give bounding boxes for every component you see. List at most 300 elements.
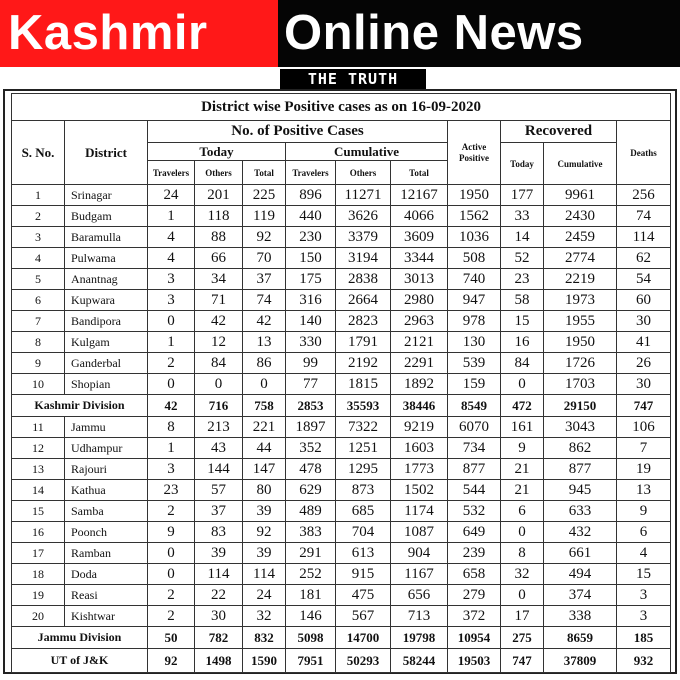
table-row <box>12 606 671 627</box>
cell-cum-others: 1251 <box>336 438 391 459</box>
cell-cum-total: 904 <box>391 543 448 564</box>
cell-district: Srinagar <box>65 185 148 206</box>
cell-deaths: 13 <box>617 480 671 501</box>
cell-rec-today: 177 <box>501 185 544 206</box>
cell-today-total: 832 <box>243 627 286 649</box>
cell-district: Doda <box>65 564 148 585</box>
cell-rec-cumulative: 9961 <box>544 185 617 206</box>
cell-sno: 4 <box>12 248 65 269</box>
cell-sno: 2 <box>12 206 65 227</box>
cell-cum-travelers: 330 <box>286 332 336 353</box>
cell-rec-cumulative: 661 <box>544 543 617 564</box>
jammu-districts <box>12 417 671 627</box>
cell-deaths: 7 <box>617 438 671 459</box>
cell-deaths: 15 <box>617 564 671 585</box>
header-deaths: Deaths <box>617 121 671 185</box>
cell-active: 239 <box>448 543 501 564</box>
cell-sno: 1 <box>12 185 65 206</box>
cell-district: Kathua <box>65 480 148 501</box>
cell-today-total: 92 <box>243 227 286 248</box>
cell-today-travelers: 23 <box>148 480 195 501</box>
cell-today-others: 22 <box>195 585 243 606</box>
cell-today-travelers: 2 <box>148 585 195 606</box>
cell-cum-travelers: 291 <box>286 543 336 564</box>
cell-today-others: 716 <box>195 395 243 417</box>
cell-cum-total: 9219 <box>391 417 448 438</box>
cell-rec-today: 21 <box>501 480 544 501</box>
cell-sno: 11 <box>12 417 65 438</box>
cell-deaths: 60 <box>617 290 671 311</box>
cell-cum-others: 11271 <box>336 185 391 206</box>
cell-cum-others: 873 <box>336 480 391 501</box>
cell-active: 539 <box>448 353 501 374</box>
cell-cum-total: 1174 <box>391 501 448 522</box>
cell-rec-today: 15 <box>501 311 544 332</box>
cell-today-total: 0 <box>243 374 286 395</box>
cell-cum-total: 1603 <box>391 438 448 459</box>
cell-active: 947 <box>448 290 501 311</box>
cell-sno: 19 <box>12 585 65 606</box>
table-row <box>12 353 671 374</box>
cell-today-travelers: 24 <box>148 185 195 206</box>
cell-today-others: 34 <box>195 269 243 290</box>
cell-rec-today: 275 <box>501 627 544 649</box>
cell-district: Bandipora <box>65 311 148 332</box>
cell-deaths: 3 <box>617 606 671 627</box>
cell-today-travelers: 1 <box>148 438 195 459</box>
cell-district: Poonch <box>65 522 148 543</box>
cell-rec-cumulative: 2219 <box>544 269 617 290</box>
cell-rec-today: 9 <box>501 438 544 459</box>
cell-today-travelers: 0 <box>148 564 195 585</box>
cell-cum-travelers: 252 <box>286 564 336 585</box>
tagline: THE TRUTH <box>307 70 399 88</box>
cell-district: Baramulla <box>65 227 148 248</box>
cell-sno: 15 <box>12 501 65 522</box>
cell-active: 544 <box>448 480 501 501</box>
cell-sno: 9 <box>12 353 65 374</box>
cell-deaths: 106 <box>617 417 671 438</box>
cell-active: 10954 <box>448 627 501 649</box>
cell-cum-total: 1502 <box>391 480 448 501</box>
cell-cum-travelers: 383 <box>286 522 336 543</box>
cell-sno: 20 <box>12 606 65 627</box>
cell-district: Ramban <box>65 543 148 564</box>
cell-cum-travelers: 489 <box>286 501 336 522</box>
header-cumulative-others: Others <box>336 161 391 185</box>
cell-label: Jammu Division <box>12 627 148 649</box>
cell-district: Pulwama <box>65 248 148 269</box>
cell-cum-total: 12167 <box>391 185 448 206</box>
cell-sno: 16 <box>12 522 65 543</box>
cell-district: Kulgam <box>65 332 148 353</box>
cell-rec-cumulative: 1955 <box>544 311 617 332</box>
cell-today-total: 42 <box>243 311 286 332</box>
cell-cum-travelers: 77 <box>286 374 336 395</box>
cell-today-travelers: 2 <box>148 353 195 374</box>
cell-today-travelers: 4 <box>148 248 195 269</box>
cell-cum-others: 475 <box>336 585 391 606</box>
cell-active: 8549 <box>448 395 501 417</box>
cell-deaths: 114 <box>617 227 671 248</box>
cell-district: Budgam <box>65 206 148 227</box>
table-row <box>12 564 671 585</box>
header-today-others: Others <box>195 161 243 185</box>
cell-today-others: 201 <box>195 185 243 206</box>
table-row <box>12 227 671 248</box>
cell-deaths: 26 <box>617 353 671 374</box>
cell-active: 1562 <box>448 206 501 227</box>
cell-district: Anantnag <box>65 269 148 290</box>
cell-cum-travelers: 7951 <box>286 649 336 673</box>
cell-today-total: 32 <box>243 606 286 627</box>
cell-today-total: 13 <box>243 332 286 353</box>
cell-rec-cumulative: 633 <box>544 501 617 522</box>
cell-deaths: 62 <box>617 248 671 269</box>
header-active-positive: Active Positive <box>448 121 501 185</box>
cell-cum-travelers: 150 <box>286 248 336 269</box>
site-name-kashmir: Kashmir <box>0 0 278 67</box>
header-recovered: Recovered <box>501 121 617 143</box>
cell-rec-cumulative: 1703 <box>544 374 617 395</box>
header-today-total: Total <box>243 161 286 185</box>
ut-total-row <box>12 649 671 673</box>
cell-deaths: 19 <box>617 459 671 480</box>
cell-deaths: 30 <box>617 311 671 332</box>
cell-cum-travelers: 1897 <box>286 417 336 438</box>
cell-today-total: 221 <box>243 417 286 438</box>
cell-rec-today: 14 <box>501 227 544 248</box>
cell-cum-travelers: 352 <box>286 438 336 459</box>
cell-today-others: 43 <box>195 438 243 459</box>
site-banner <box>0 0 680 67</box>
cell-district: Kishtwar <box>65 606 148 627</box>
cell-sno: 3 <box>12 227 65 248</box>
cell-today-total: 119 <box>243 206 286 227</box>
cell-cum-total: 3344 <box>391 248 448 269</box>
cell-cum-total: 1087 <box>391 522 448 543</box>
cell-today-others: 66 <box>195 248 243 269</box>
cell-deaths: 41 <box>617 332 671 353</box>
cell-active: 1036 <box>448 227 501 248</box>
cell-cum-others: 50293 <box>336 649 391 673</box>
table-row <box>12 417 671 438</box>
cell-active: 279 <box>448 585 501 606</box>
cell-active: 877 <box>448 459 501 480</box>
cell-deaths: 932 <box>617 649 671 673</box>
cell-today-travelers: 2 <box>148 606 195 627</box>
cell-district: Samba <box>65 501 148 522</box>
cell-cum-total: 2980 <box>391 290 448 311</box>
cell-cum-others: 3194 <box>336 248 391 269</box>
cell-rec-cumulative: 1973 <box>544 290 617 311</box>
cell-sno: 10 <box>12 374 65 395</box>
cell-rec-cumulative: 945 <box>544 480 617 501</box>
table-row <box>12 290 671 311</box>
cell-sno: 8 <box>12 332 65 353</box>
cell-active: 159 <box>448 374 501 395</box>
cell-rec-today: 16 <box>501 332 544 353</box>
cell-today-total: 114 <box>243 564 286 585</box>
cell-today-others: 71 <box>195 290 243 311</box>
cell-today-travelers: 8 <box>148 417 195 438</box>
cell-deaths: 74 <box>617 206 671 227</box>
cell-rec-today: 6 <box>501 501 544 522</box>
cell-today-others: 118 <box>195 206 243 227</box>
cell-rec-cumulative: 432 <box>544 522 617 543</box>
cell-deaths: 6 <box>617 522 671 543</box>
cell-active: 734 <box>448 438 501 459</box>
cell-cum-others: 3379 <box>336 227 391 248</box>
cell-rec-cumulative: 494 <box>544 564 617 585</box>
table-row <box>12 248 671 269</box>
cell-deaths: 54 <box>617 269 671 290</box>
table-row <box>12 374 671 395</box>
cell-today-travelers: 1 <box>148 206 195 227</box>
cell-today-others: 39 <box>195 543 243 564</box>
cell-today-others: 84 <box>195 353 243 374</box>
cell-cum-travelers: 478 <box>286 459 336 480</box>
cell-today-travelers: 1 <box>148 332 195 353</box>
cell-active: 19503 <box>448 649 501 673</box>
cell-today-others: 213 <box>195 417 243 438</box>
cell-today-others: 30 <box>195 606 243 627</box>
cell-sno: 17 <box>12 543 65 564</box>
cell-today-others: 83 <box>195 522 243 543</box>
cell-rec-cumulative: 2774 <box>544 248 617 269</box>
site-name-online-news: Online News <box>278 0 680 67</box>
cell-today-travelers: 92 <box>148 649 195 673</box>
cell-cum-total: 2963 <box>391 311 448 332</box>
cell-today-others: 37 <box>195 501 243 522</box>
table-row <box>12 585 671 606</box>
table-row <box>12 522 671 543</box>
cell-district: Shopian <box>65 374 148 395</box>
cell-rec-today: 84 <box>501 353 544 374</box>
cell-today-others: 1498 <box>195 649 243 673</box>
cell-sno: 7 <box>12 311 65 332</box>
cell-today-total: 147 <box>243 459 286 480</box>
cell-cum-others: 14700 <box>336 627 391 649</box>
header-recovered-cumulative: Cumulative <box>544 143 617 185</box>
header-sno: S. No. <box>12 121 65 185</box>
cell-sno: 13 <box>12 459 65 480</box>
cell-today-others: 12 <box>195 332 243 353</box>
header-district: District <box>65 121 148 185</box>
cell-today-total: 39 <box>243 501 286 522</box>
cell-cum-total: 1773 <box>391 459 448 480</box>
cell-rec-today: 21 <box>501 459 544 480</box>
cell-rec-today: 32 <box>501 564 544 585</box>
cell-rec-cumulative: 29150 <box>544 395 617 417</box>
cell-rec-cumulative: 8659 <box>544 627 617 649</box>
district-cases-table <box>11 93 671 673</box>
cell-today-travelers: 3 <box>148 269 195 290</box>
header-cumulative: Cumulative <box>286 143 448 161</box>
cell-cum-total: 58244 <box>391 649 448 673</box>
cell-today-travelers: 3 <box>148 459 195 480</box>
cell-cum-travelers: 629 <box>286 480 336 501</box>
kashmir-division-row <box>12 395 671 417</box>
jammu-division-row <box>12 627 671 649</box>
cell-cum-others: 2838 <box>336 269 391 290</box>
cell-rec-today: 0 <box>501 374 544 395</box>
cell-today-travelers: 0 <box>148 311 195 332</box>
cell-today-total: 80 <box>243 480 286 501</box>
cell-cum-travelers: 896 <box>286 185 336 206</box>
cell-cum-others: 2823 <box>336 311 391 332</box>
cell-district: Kupwara <box>65 290 148 311</box>
cell-rec-cumulative: 2459 <box>544 227 617 248</box>
cell-cum-travelers: 230 <box>286 227 336 248</box>
cell-cum-total: 3013 <box>391 269 448 290</box>
cell-cum-total: 1167 <box>391 564 448 585</box>
header-today-travelers: Travelers <box>148 161 195 185</box>
cell-cum-total: 713 <box>391 606 448 627</box>
cell-deaths: 185 <box>617 627 671 649</box>
cell-active: 740 <box>448 269 501 290</box>
cell-rec-cumulative: 2430 <box>544 206 617 227</box>
cell-today-total: 44 <box>243 438 286 459</box>
cell-cum-others: 1791 <box>336 332 391 353</box>
cell-sno: 5 <box>12 269 65 290</box>
cell-cum-travelers: 99 <box>286 353 336 374</box>
cell-cum-others: 7322 <box>336 417 391 438</box>
cell-cum-travelers: 2853 <box>286 395 336 417</box>
cases-sheet <box>3 89 677 674</box>
cell-rec-today: 747 <box>501 649 544 673</box>
header-cumulative-total: Total <box>391 161 448 185</box>
cell-active: 649 <box>448 522 501 543</box>
header-positive-cases: No. of Positive Cases <box>148 121 448 143</box>
cell-deaths: 30 <box>617 374 671 395</box>
cell-active: 130 <box>448 332 501 353</box>
table-row <box>12 311 671 332</box>
table-row <box>12 543 671 564</box>
header-recovered-today: Today <box>501 143 544 185</box>
cell-today-travelers: 42 <box>148 395 195 417</box>
cell-deaths: 4 <box>617 543 671 564</box>
table-row <box>12 438 671 459</box>
cell-today-travelers: 0 <box>148 374 195 395</box>
cell-sno: 14 <box>12 480 65 501</box>
cell-cum-travelers: 175 <box>286 269 336 290</box>
cell-cum-total: 656 <box>391 585 448 606</box>
cell-today-others: 144 <box>195 459 243 480</box>
cell-rec-today: 33 <box>501 206 544 227</box>
cell-today-travelers: 2 <box>148 501 195 522</box>
cell-rec-cumulative: 877 <box>544 459 617 480</box>
table-row <box>12 269 671 290</box>
cell-rec-cumulative: 862 <box>544 438 617 459</box>
cell-today-total: 758 <box>243 395 286 417</box>
cell-rec-today: 58 <box>501 290 544 311</box>
cell-rec-cumulative: 1726 <box>544 353 617 374</box>
cell-today-others: 88 <box>195 227 243 248</box>
cell-rec-today: 0 <box>501 522 544 543</box>
table-title: District wise Positive cases as on 16-09-2020 <box>12 94 671 121</box>
cell-today-total: 86 <box>243 353 286 374</box>
cell-rec-today: 23 <box>501 269 544 290</box>
cell-active: 1950 <box>448 185 501 206</box>
table-row <box>12 332 671 353</box>
cell-cum-total: 2291 <box>391 353 448 374</box>
cell-cum-travelers: 316 <box>286 290 336 311</box>
table-row <box>12 185 671 206</box>
cell-rec-cumulative: 1950 <box>544 332 617 353</box>
cell-cum-others: 1295 <box>336 459 391 480</box>
cell-deaths: 3 <box>617 585 671 606</box>
cell-cum-travelers: 5098 <box>286 627 336 649</box>
cell-district: Udhampur <box>65 438 148 459</box>
cell-today-others: 782 <box>195 627 243 649</box>
cell-today-total: 74 <box>243 290 286 311</box>
cell-today-total: 70 <box>243 248 286 269</box>
cell-active: 508 <box>448 248 501 269</box>
cell-rec-cumulative: 338 <box>544 606 617 627</box>
cell-today-travelers: 0 <box>148 543 195 564</box>
cell-district: Jammu <box>65 417 148 438</box>
cell-active: 6070 <box>448 417 501 438</box>
cell-cum-travelers: 181 <box>286 585 336 606</box>
table-row <box>12 501 671 522</box>
cell-cum-others: 35593 <box>336 395 391 417</box>
cell-rec-today: 17 <box>501 606 544 627</box>
tagline-box <box>280 69 426 89</box>
cell-cum-total: 38446 <box>391 395 448 417</box>
cell-deaths: 747 <box>617 395 671 417</box>
cell-today-others: 42 <box>195 311 243 332</box>
cell-cum-others: 915 <box>336 564 391 585</box>
cell-cum-total: 1892 <box>391 374 448 395</box>
cell-today-travelers: 9 <box>148 522 195 543</box>
table-row <box>12 480 671 501</box>
cell-rec-cumulative: 37809 <box>544 649 617 673</box>
cell-rec-cumulative: 374 <box>544 585 617 606</box>
cell-label: Kashmir Division <box>12 395 148 417</box>
cell-today-total: 37 <box>243 269 286 290</box>
header-today: Today <box>148 143 286 161</box>
header-cumulative-travelers: Travelers <box>286 161 336 185</box>
cell-cum-others: 685 <box>336 501 391 522</box>
cell-today-total: 92 <box>243 522 286 543</box>
cell-today-travelers: 3 <box>148 290 195 311</box>
cell-sno: 6 <box>12 290 65 311</box>
cell-active: 658 <box>448 564 501 585</box>
cell-district: Rajouri <box>65 459 148 480</box>
cell-district: Ganderbal <box>65 353 148 374</box>
cell-cum-travelers: 140 <box>286 311 336 332</box>
cell-cum-others: 704 <box>336 522 391 543</box>
cell-active: 978 <box>448 311 501 332</box>
cell-today-total: 225 <box>243 185 286 206</box>
cell-rec-today: 52 <box>501 248 544 269</box>
cell-today-total: 1590 <box>243 649 286 673</box>
cell-cum-others: 2192 <box>336 353 391 374</box>
table-row <box>12 459 671 480</box>
cell-deaths: 9 <box>617 501 671 522</box>
cell-cum-others: 3626 <box>336 206 391 227</box>
cell-cum-others: 613 <box>336 543 391 564</box>
cell-cum-travelers: 440 <box>286 206 336 227</box>
table-row <box>12 206 671 227</box>
cell-cum-travelers: 146 <box>286 606 336 627</box>
cell-label: UT of J&K <box>12 649 148 673</box>
cell-cum-total: 4066 <box>391 206 448 227</box>
cell-today-others: 0 <box>195 374 243 395</box>
cell-sno: 12 <box>12 438 65 459</box>
cell-today-others: 114 <box>195 564 243 585</box>
